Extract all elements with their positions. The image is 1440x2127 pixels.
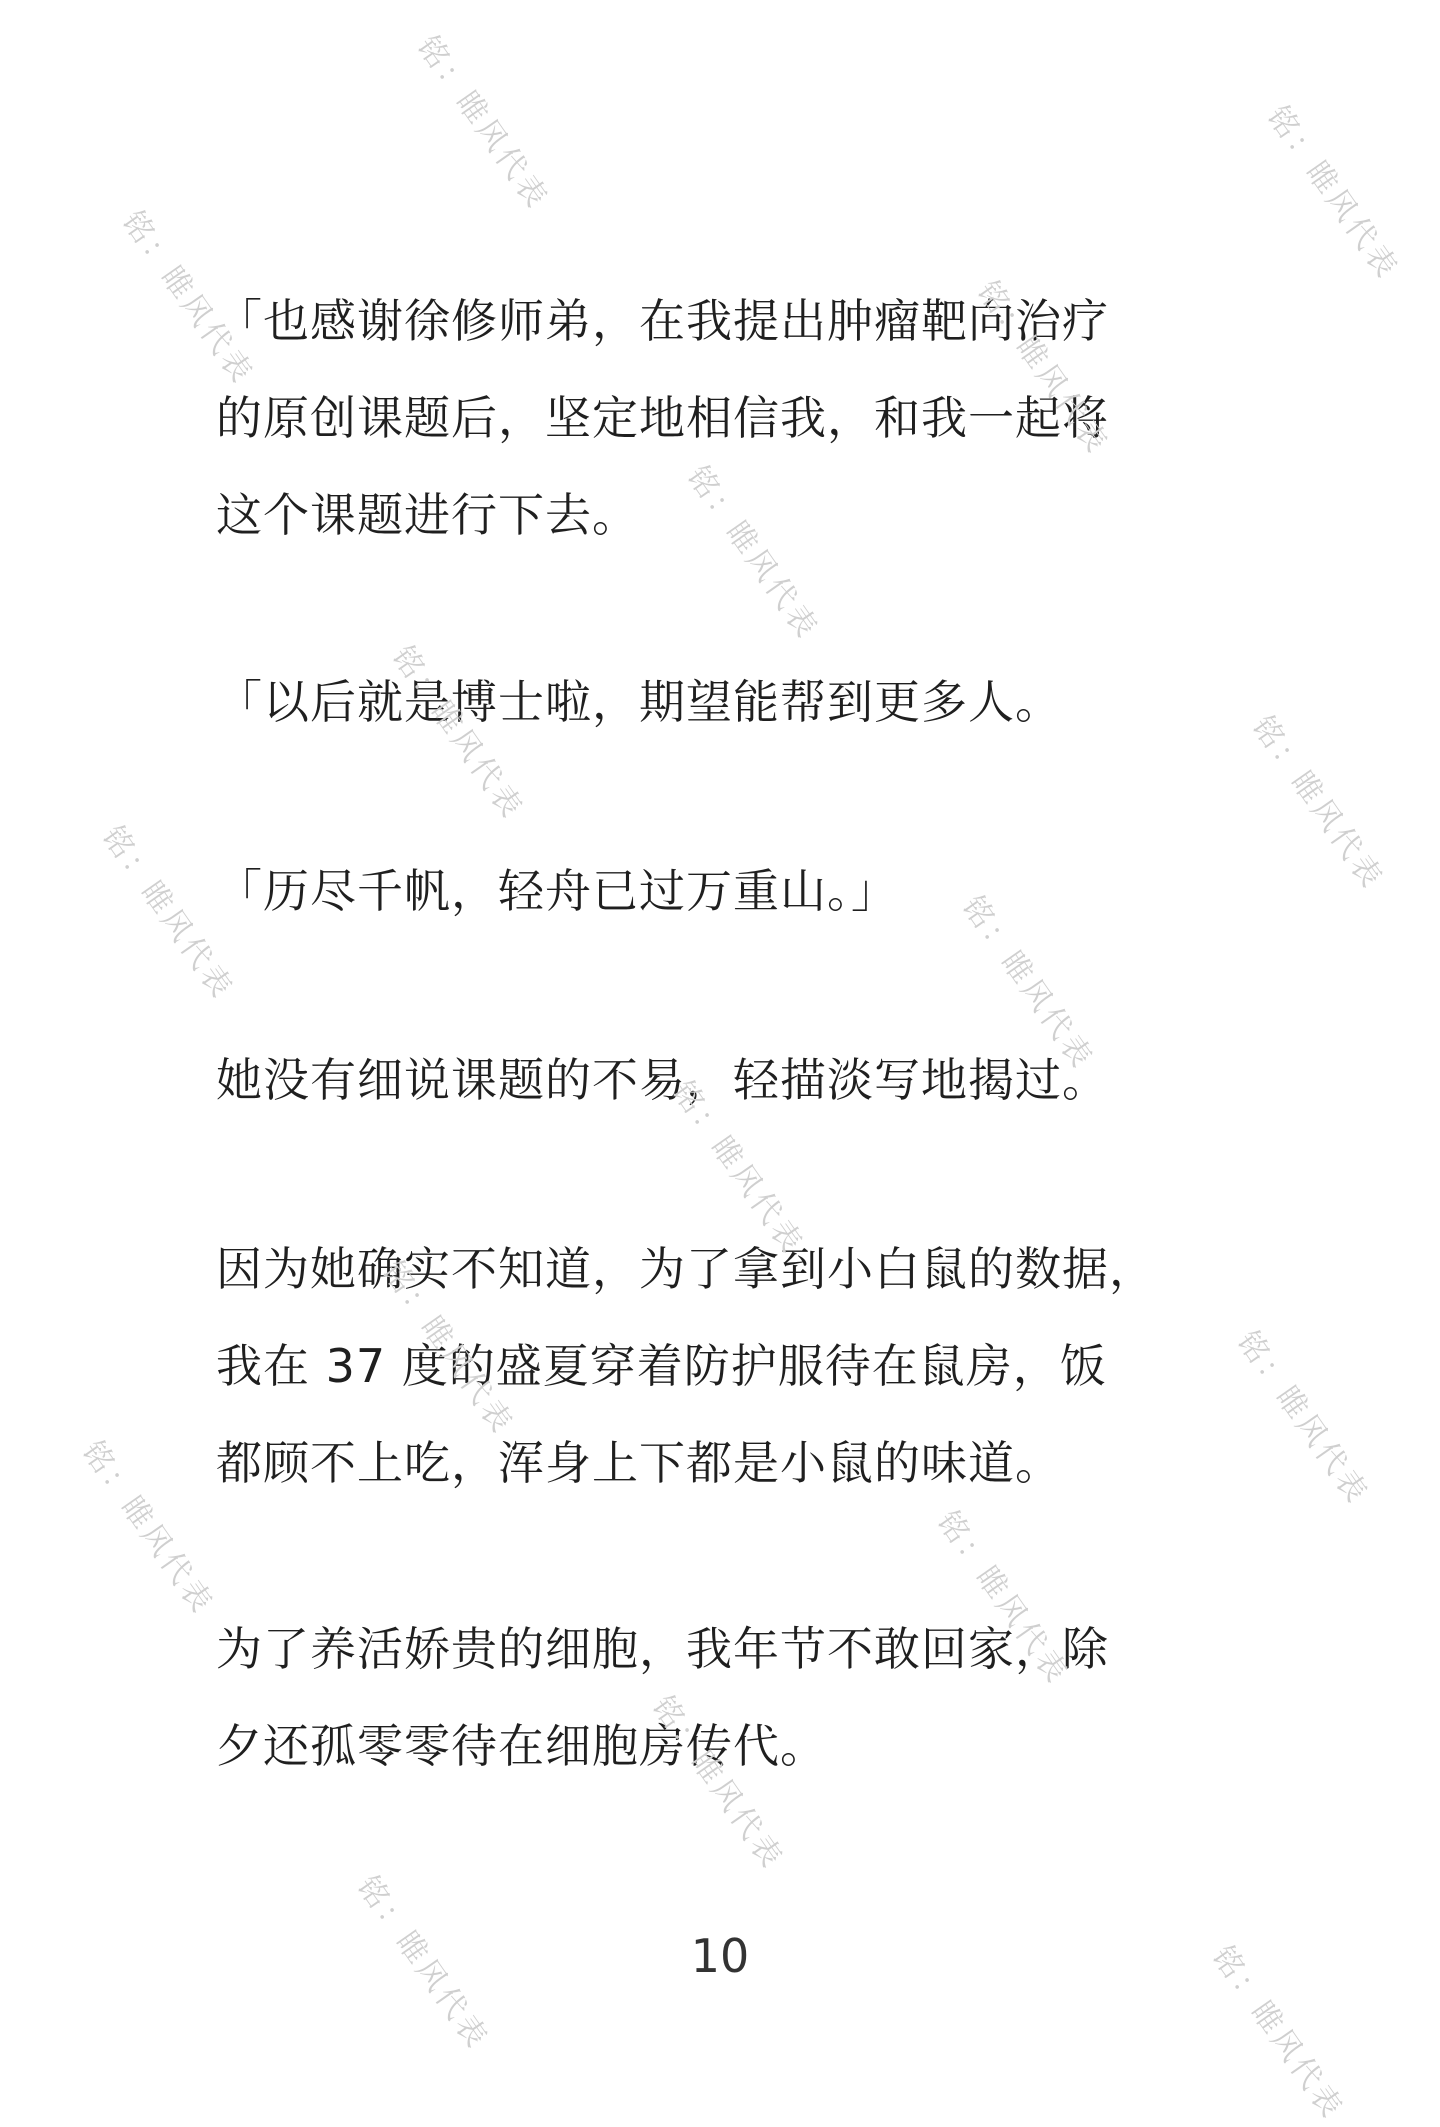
paragraph-6: 为了养活娇贵的细胞，我年节不敢回家，除 夕还孤零零待在细胞房传代。: [216, 1622, 1109, 1773]
paragraph-3: 「历尽千帆，轻舟已过万重山。」: [216, 864, 898, 918]
watermark: 铭：睢风代表: [1204, 1939, 1351, 2127]
watermark: 铭：睢风代表: [1244, 709, 1391, 897]
watermark: 铭：睢风代表: [74, 1434, 221, 1622]
watermark: 铭：睢风代表: [679, 459, 826, 647]
watermark: 铭：睢风代表: [664, 1074, 811, 1262]
watermark: 铭：睢风代表: [409, 29, 556, 217]
watermark: 铭：睢风代表: [954, 889, 1101, 1077]
watermark: 铭：睢风代表: [94, 819, 241, 1007]
watermark: 铭：睢风代表: [644, 1689, 791, 1877]
watermark: 铭：睢风代表: [349, 1869, 496, 2057]
watermark: 铭：睢风代表: [374, 1254, 521, 1442]
paragraph-2: 「以后就是博士啦，期望能帮到更多人。: [216, 675, 1062, 729]
watermark: 铭：睢风代表: [114, 204, 261, 392]
watermark: 铭：睢风代表: [384, 639, 531, 827]
page-number: 10: [690, 1929, 750, 1983]
watermark: 铭：睢风代表: [929, 1504, 1076, 1692]
watermark: 铭：睢风代表: [1259, 99, 1406, 287]
paragraph-1: 「也感谢徐修师弟，在我提出肿瘤靶向治疗 的原创课题后，坚定地相信我，和我一起将 这个课题进行下去。: [216, 294, 1109, 542]
watermark: 铭：睢风代表: [1229, 1324, 1376, 1512]
watermark: 铭：睢风代表: [969, 274, 1116, 462]
paragraph-4: 她没有细说课题的不易，轻描淡写地揭过。: [216, 1053, 1109, 1107]
paragraph-5: 因为她确实不知道，为了拿到小白鼠的数据， 我在 37 度的盛夏穿着防护服待在鼠房，饭 都顾不上吃，浑身上下都是小鼠的味道。: [216, 1242, 1156, 1490]
